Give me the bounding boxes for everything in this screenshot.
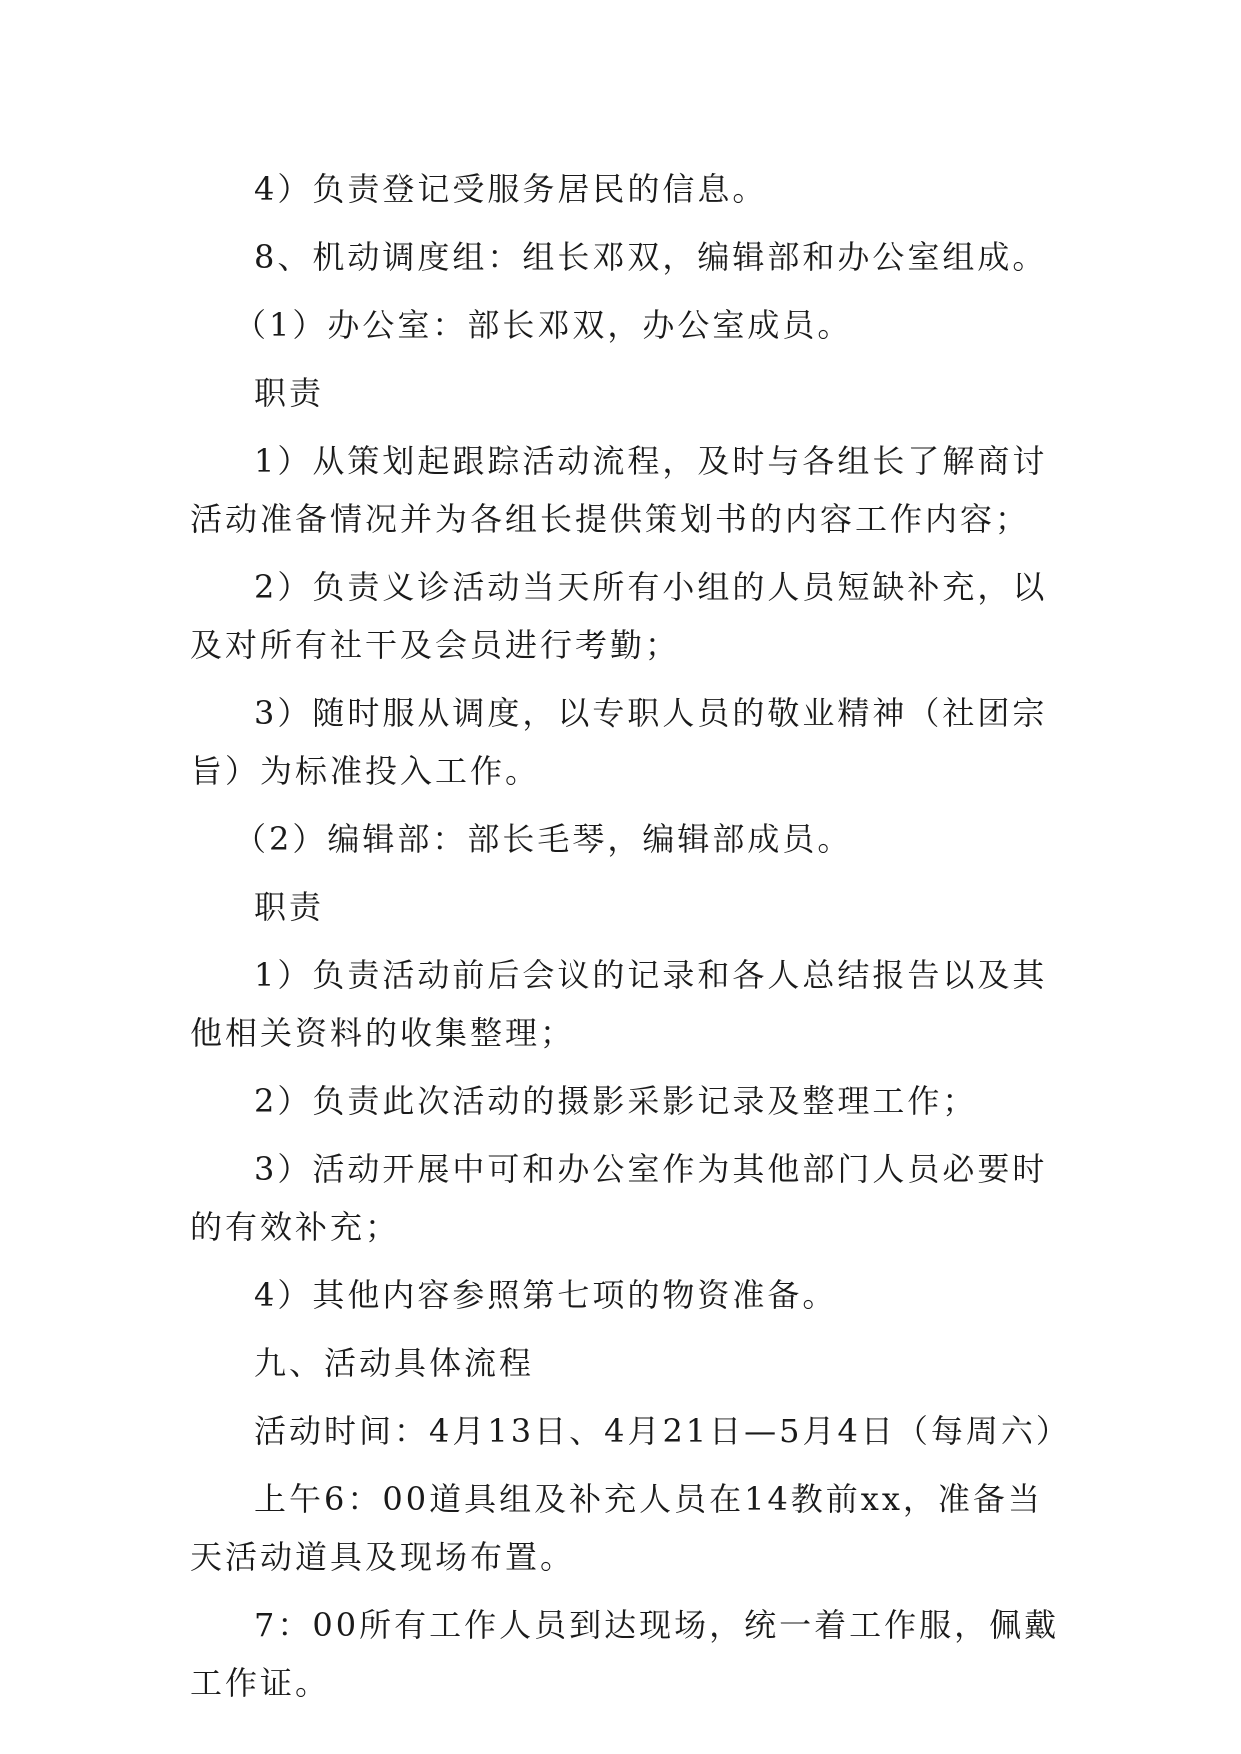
paragraph-duties-heading-2: 职责 <box>254 888 325 926</box>
paragraph-editorial-duty-2: 2）负责此次活动的摄影采影记录及整理工作； <box>254 1082 978 1120</box>
paragraph-activity-time: 活动时间：4月13日、4月21日—5月4日（每周六） <box>254 1412 1071 1450</box>
paragraph-office-duty-1: 1）从策划起跟踪活动流程，及时与各组长了解商讨活动准备情况并为各组长提供策划书的内容工作内容； <box>190 442 1048 538</box>
paragraph-schedule-0600: 上午6：00道具组及补充人员在14教前xx，准备当天活动道具及现场布置。 <box>190 1480 1043 1576</box>
paragraph-duties-heading: 职责 <box>254 374 325 412</box>
paragraph-office: （1）办公室：部长邓双，办公室成员。 <box>234 306 853 344</box>
paragraph-editorial-duty-4: 4）其他内容参照第七项的物资准备。 <box>254 1276 838 1314</box>
paragraph-editorial-dept: （2）编辑部：部长毛琴，编辑部成员。 <box>234 820 853 858</box>
paragraph-office-duty-2: 2）负责义诊活动当天所有小组的人员短缺补充，以及对所有社干及会员进行考勤； <box>190 568 1048 664</box>
section-heading-activity-process: 九、活动具体流程 <box>254 1344 535 1382</box>
paragraph-editorial-duty-3: 3）活动开展中可和办公室作为其他部门人员必要时的有效补充； <box>190 1150 1048 1246</box>
paragraph-editorial-duty-1: 1）负责活动前后会议的记录和各人总结报告以及其他相关资料的收集整理； <box>190 956 1048 1052</box>
paragraph-office-duty-3: 3）随时服从调度，以专职人员的敬业精神（社团宗旨）为标准投入工作。 <box>190 694 1048 790</box>
document-body <box>190 160 1070 1722</box>
paragraph-mobile-dispatch-group: 8、机动调度组：组长邓双，编辑部和办公室组成。 <box>254 238 1048 276</box>
paragraph-schedule-0700: 7：00所有工作人员到达现场，统一着工作服，佩戴工作证。 <box>190 1606 1060 1702</box>
paragraph-item-4-register: 4）负责登记受服务居民的信息。 <box>254 170 768 208</box>
